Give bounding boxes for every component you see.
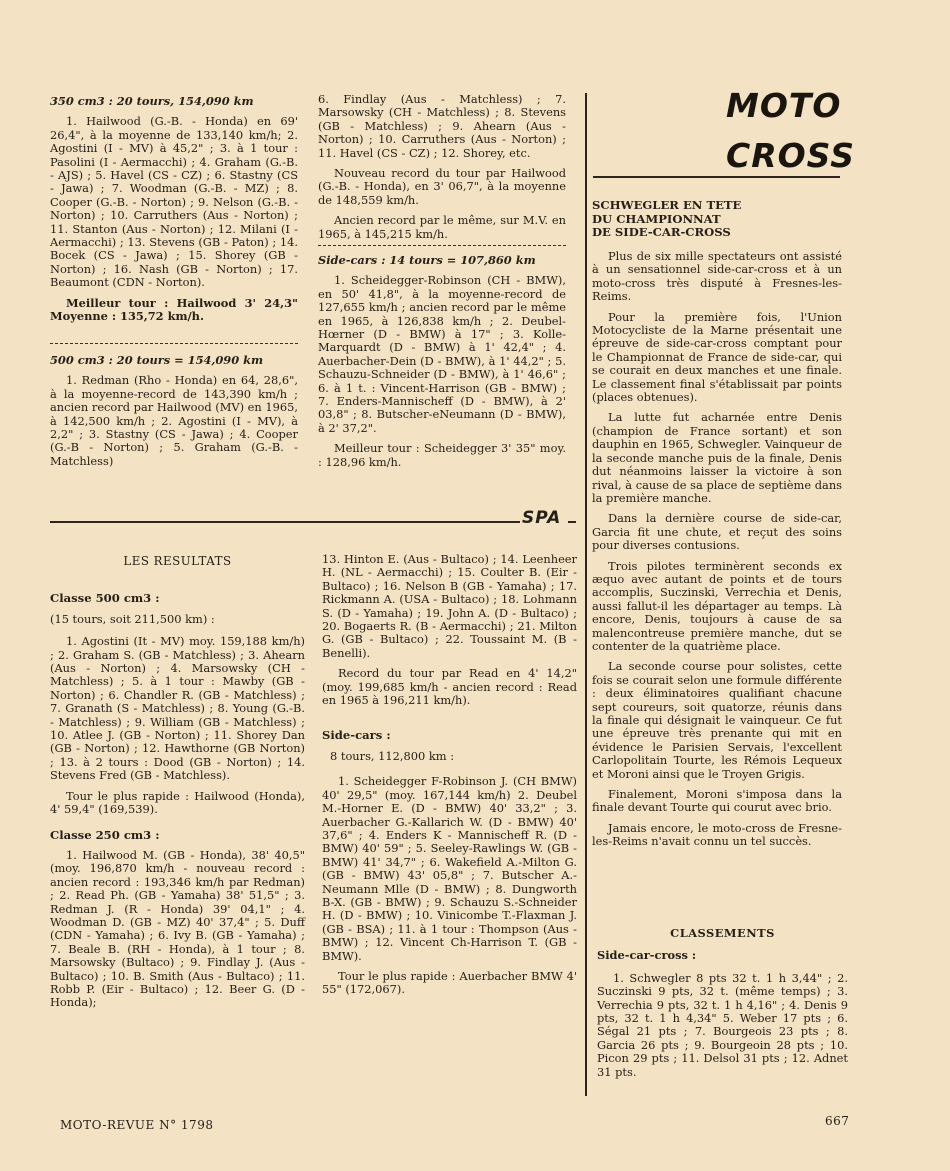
best-lap-sidecars: Meilleur tour : Scheidegger 3' 35" moy. : 128,96 km/h. xyxy=(318,441,566,469)
results-heading: LES RESULTATS xyxy=(123,554,232,568)
middle-bottom-column xyxy=(322,553,577,1004)
classements xyxy=(597,927,848,1086)
best-lap-350: Meilleur tour : Hailwood 3' 24,3" Moyenne : 135,72 km/h. xyxy=(50,295,298,324)
class-250-results: 1. Hailwood M. (GB - Honda), 38' 40,5" (moy. 196,870 km/h - nouveau record : ancien record : 193,346 km/h par Redman) ; 2. Read Ph. (GB - Yamaha) 38' 51,5" ; 3. Redman J. (R - Honda) 39' 04,1" ; 4. Woodman D. (GB - MZ) 40' 37,4" ; 5. Duff (CDN - Yamaha) ; 6. Ivy B. (GB - Yamaha) ; 7. Beale B. (RH - Honda), à 1 tour ; 8. Marsowsky (Bultaco) ; 9. Findlay J. (Aus - Bultaco) ; 10. B. Smith (Aus - Bultaco) ; 11. Robb P. (Eir - Bultaco) ; 12. Beer G. (D - Honda); xyxy=(50,847,305,1010)
class-500-distance: (15 tours, soit 211,500 km) : xyxy=(50,611,215,626)
new-lap-record: Nouveau record du tour par Hailwood (G.-B. - Honda), en 3' 06,7", à la moyenne de 148,559 km/h. xyxy=(318,166,566,207)
article-paragraph: La seconde course pour solistes, cette fois se courait selon une formule différente : deux éliminatoires qualifiant chacune sept coureurs, soit quatorze, réunis dans la finale qui désignait le vainqueur. Ce fut une épreuve très prenante qui mit en évidence le Parisien Servais, l'excellent Carlopolitain Tourte, les Rémois Lequeux et Moroni ainsi que le Troyen Grigis. xyxy=(592,659,842,781)
sidecars-results: 1. Scheidegger F-Robinson J. (CH BMW) 40' 29,5" (moy. 167,144 km/h) 2. Deubel M.-Horner E. (D - BMW) 40' 33,2" ; 3. Auerbacher G.-Kallarich W. (D - BMW) 40' 37,6" ; 4. Enders K - Mannischeff R. (D - BMW) 40' 59" ; 5. Seeley-Rawlings W. (GB - BMW) 41' 34,7" ; 6. Wakefield A.-Milton G. (GB - BMW) 43' 05,8" ; 7. Butscher A.-Neumann Mlle (D - BMW) ; 8. Dungworth B-X. (GB - BMW) ; 9. Schauzu S.-Schneider H. (D - BMW) ; 10. Vinicombe T.-Flaxman J. (GB - BSA) ; 11. à 1 tour : Thompson (Aus - BMW) ; 12. Vincent Ch-Harrison T. (GB - BMW). xyxy=(322,774,577,963)
headline-line-3: DE SIDE-CAR-CROSS xyxy=(592,225,731,239)
class-500-results: 1. Agostini (It - MV) moy. 159,188 km/h) ; 2. Graham S. (GB - Matchless) ; 3. Ahearn (Aus - Norton) ; 4. Marsowsky (CH - Matchless) ; 5. à 1 tour : Mawby (GB - Norton) ; 6. Chandler R. (GB - Matchless) ; 7. Granath (S - Matchless) ; 8. Young (G.-B. - Matchless) ; 9. William (GB - Matchless) ; 10. Atlee J. (GB - Norton) ; 11. Shorey Dan (GB - Norton) ; 12. Hawthorne (GB Norton) ; 13. à 2 tours : Dood (GB - Norton) ; 14. Stevens Fred (GB - Matchless). xyxy=(50,634,305,783)
classements-title: CLASSEMENTS xyxy=(670,926,775,940)
spa-label: SPA xyxy=(522,508,562,528)
old-lap-record: Ancien record par le même, sur M.V. en 1965, à 145,215 km/h. xyxy=(318,213,566,241)
article-paragraph: Trois pilotes terminèrent seconds ex æquo avec autant de points et de tours accomplis, Suczinski, Verrechia et Denis, aussi fallut-il les départager au temps. Là encore, Denis, toujours à cause de sa malencontreuse première manche, dut se contenter de la quatrième place. xyxy=(592,558,842,653)
class-250-heading: Classe 250 cm3 : xyxy=(50,827,160,842)
classements-subtitle: Side-car-cross : xyxy=(597,948,697,963)
article-paragraph: La lutte fut acharnée entre Denis (champion de France sortant) et son dauphin en 1965, Schwegler. Vainqueur de la seconde manche puis de la finale, Denis dut néanmoins laisser la victoire à son rival, à cause de sa place de septième dans la première manche. xyxy=(592,410,842,505)
magazine-footer: MOTO-REVUE N° 1798 xyxy=(60,1118,214,1132)
classements-results: 1. Schwegler 8 pts 32 t. 1 h 3,44" ; 2. Suczinski 9 pts, 32 t. (même temps) ; 3. Verrechia 9 pts, 32 t. 1 h 4,16" ; 4. Denis 9 pts, 32 t. 1 h 4,34" 5. Weber 17 pts ; 6. Ségal 21 pts ; 7. Bourgeois 23 pts ; 8. Garcia 26 pts ; 9. Bourgeoin 28 pts ; 10. Picon 29 pts ; 11. Delsol 31 pts ; 12. Adnet 31 pts. xyxy=(597,970,848,1079)
left-top-column xyxy=(50,95,298,331)
middle-top-column xyxy=(318,93,566,248)
article-headline xyxy=(592,199,842,240)
article-paragraph: Dans la dernière course de side-car, Garcia fit une chute, et reçut des soins pour diverses contusions. xyxy=(592,511,842,553)
class-500-heading: Classe 500 cm3 : xyxy=(50,591,160,606)
sidecars-fastest-lap: Tour le plus rapide : Auerbacher BMW 4' 55" (172,067). xyxy=(322,968,577,997)
spa-rule-end xyxy=(568,521,576,523)
article-paragraph: Finalement, Moroni s'imposa dans la finale devant Tourte qui courut avec brio. xyxy=(592,787,842,815)
class-250-results-continued: 13. Hinton E. (Aus - Bultaco) ; 14. Leenheer H. (NL - Aermacchi) ; 15. Coulter B. (Eir - Bultaco) ; 16. Nelson B (GB - Yamaha) ; 17. Rickmann A. (USA - Bultaco) ; 18. Lohmann S. (D - Yamaha) ; 19. John A. (D - Bultaco) ; 20. Bogaerts R. (B - Aermacchi) ; 21. Milton G. (GB - Bultaco) ; 22. Toussaint M. (B - Benelli). xyxy=(322,552,577,660)
results-sidecars: 1. Scheidegger-Robinson (CH - BMW), en 50' 41,8", à la moyenne-record de 127,655 km/h ; ancien record par le même en 1965, à 126,838 km/h ; 2. Deubel-Hœrner (D - BMW) à 17" ; 3. Kolle-Marquardt (D - BMW) à 1' 42,4" ; 4. Auerbacher-Dein (D - BMW), à 1' 44,2" ; 5. Schauzu-Schneider (D - BMW), à 1' 46,6" ; 6. à 1 t. : Vincent-Harrison (GB - BMW) ; 7. Enders-Mannischeff (D - BMW), à 2' 03,8" ; 8. Butscher-eNeumann (D - BMW), à 2' 37,2". xyxy=(318,273,566,435)
headline-line-1: SCHWEGLER EN TETE xyxy=(592,198,742,212)
results-continued: 6. Findlay (Aus - Matchless) ; 7. Marsowsky (CH - Matchless) ; 8. Stevens (GB - Matchless) ; 9. Ahearn (Aus - Norton) ; 10. Carruthers (Aus - Norton) ; 11. Havel (CS - CZ) ; 12. Shorey, etc. xyxy=(318,92,566,160)
left-top-column-500 xyxy=(50,354,298,475)
article-paragraph: Jamais encore, le moto-cross de Fresne-les-Reims n'avait connu un tel succès. xyxy=(592,820,842,849)
divider xyxy=(318,245,566,246)
title-rule xyxy=(593,176,840,178)
results-500: 1. Redman (Rho - Honda) en 64, 28,6", à la moyenne-record de 143,390 km/h ; ancien record par Hailwood (MV) en 1965, à 142,500 km/h ; 2. Agostini (I - MV), à 2,2" ; 3. Stastny (CS - Jawa) ; 4. Cooper (G.-B - Norton) ; 5. Graham (G.-B. - Matchless) xyxy=(50,373,298,468)
article-paragraph: Pour la première fois, l'Union Motocycliste de la Marne présentait une épreuve de side-car-cross comptant pour le Championnat de France de side-car, qui se courait en deux manches et une finale. Le classement final s'établissait par points (places obtenues). xyxy=(592,309,842,405)
section-heading-350: 350 cm3 : 20 tours, 154,090 km xyxy=(50,94,254,108)
class-500-fastest-lap: Tour le plus rapide : Hailwood (Honda), 4' 59,4" (169,539). xyxy=(50,788,305,817)
cross-title: CROSS xyxy=(726,136,856,175)
section-heading-500: 500 cm3 : 20 tours = 154,090 km xyxy=(50,353,264,367)
sidecars-distance: 8 tours, 112,800 km : xyxy=(330,748,455,763)
left-bottom-column xyxy=(50,555,305,1017)
article-paragraph: Plus de six mille spectateurs ont assisté à un sensationnel side-car-cross et à un moto-cross très disputé à Fresnes-les-Reims. xyxy=(592,249,842,304)
class-250-lap-record: Record du tour par Read en 4' 14,2" (moy. 199,685 km/h - ancien record : Read en 1965 à 196,211 km/h). xyxy=(322,666,577,708)
section-heading-sidecars: Side-cars : 14 tours = 107,860 km xyxy=(318,253,536,267)
moto-cross-article xyxy=(592,250,842,856)
middle-top-sidecars xyxy=(318,254,566,476)
moto-title: MOTO xyxy=(726,86,842,125)
results-350: 1. Hailwood (G.-B. - Honda) en 69' 26,4", à la moyenne de 133,140 km/h; 2. Agostini (I - MV) à 45,2" ; 3. à 1 tour : Pasolini (I - Aermacchi) ; 4. Graham (G.-B. - AJS) ; 5. Havel (CS - CZ) ; 6. Stastny (CS - Jawa) ; 7. Woodman (G.-B. - MZ) ; 8. Cooper (G.-B. - Norton) ; 9. Nelson (G.-B. - Norton) ; 10. Carruthers (Aus - Norton) ; 11. Stanton (Aus - Norton) ; 12. Milani (I - Aermacchi) ; 13. Stevens (GB - Paton) ; 14. Bocek (CS - Jawa) ; 15. Shorey (GB - Norton) ; 16. Nash (GB - Norton) ; 17. Beaumont (CDN - Norton). xyxy=(50,114,298,290)
spa-rule xyxy=(50,521,520,523)
column-separator xyxy=(585,93,587,1096)
page-number: 667 xyxy=(825,1114,850,1128)
divider xyxy=(50,343,298,344)
headline-line-2: DU CHAMPIONNAT xyxy=(592,211,721,226)
sidecars-heading: Side-cars : xyxy=(322,728,391,743)
